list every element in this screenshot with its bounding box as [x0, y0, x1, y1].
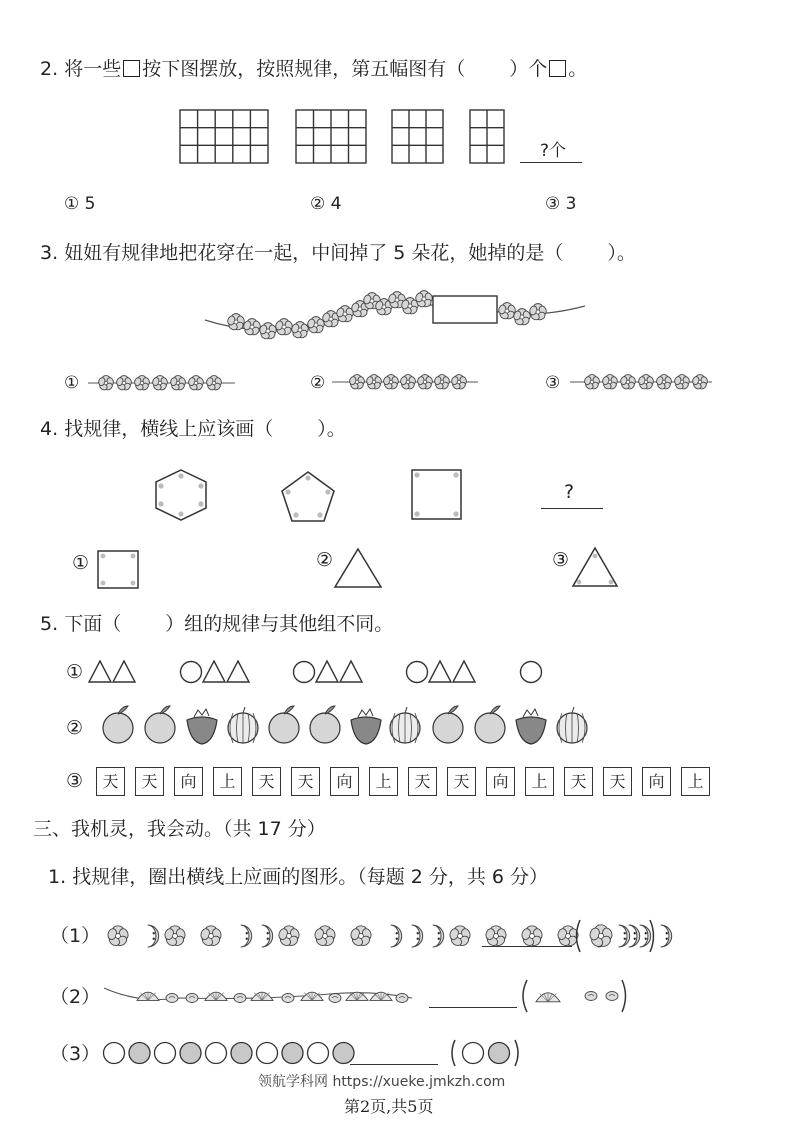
q5-option-2[interactable]: ②: [66, 717, 84, 739]
char-box: 上: [369, 767, 398, 796]
q2-text-c: ）个: [509, 58, 548, 80]
circle-icon: [308, 1043, 329, 1064]
circle-icon: [129, 1043, 150, 1064]
q3-option-2[interactable]: ②: [310, 373, 326, 393]
option-value: 5: [84, 194, 96, 214]
char-box: 上: [525, 767, 554, 796]
circle-icon: [333, 1043, 354, 1064]
char-box: 上: [213, 767, 242, 796]
q2-text-d: 。: [568, 58, 588, 80]
q2-blank-label: ?个: [540, 141, 567, 161]
char-box: 天: [135, 767, 164, 796]
q4-option-1[interactable]: ①: [72, 552, 90, 574]
item-2-label: （2）: [50, 986, 101, 1008]
q3-option-3[interactable]: ③: [545, 373, 561, 393]
q5-option-3[interactable]: ③: [66, 770, 84, 792]
q3-number: 3.: [40, 242, 59, 264]
page-number: 第2页,共5页: [344, 1097, 434, 1116]
section3-q1-number: 1.: [48, 866, 67, 888]
item-3-answer-line: [350, 1064, 438, 1065]
circle-icon: [104, 1043, 125, 1064]
char-box: 上: [681, 767, 710, 796]
section3-title: 三、我机灵，我会动。（共 17 分）: [33, 818, 326, 840]
char-box: 天: [408, 767, 437, 796]
watermark: 领航学科网 https://xueke.jmkzh.com: [258, 1074, 506, 1090]
q4-blank-label: ?: [564, 481, 575, 503]
char-box: 天: [447, 767, 476, 796]
char-box: 天: [603, 767, 632, 796]
circle-icon: [257, 1043, 278, 1064]
option-marker: ③: [545, 194, 561, 214]
q2-text-a: 将一些: [64, 58, 122, 80]
char-box: 天: [252, 767, 281, 796]
char-box: 向: [174, 767, 203, 796]
q3-text: 妞妞有规律地把花穿在一起，中间掉了 5 朵花，她掉的是（: [64, 242, 564, 264]
char-box: 向: [642, 767, 671, 796]
q4-option-2[interactable]: ②: [316, 549, 334, 571]
q5-number: 5.: [40, 613, 59, 635]
item-3-label: （3）: [50, 1043, 101, 1065]
q4-option-3[interactable]: ③: [552, 549, 570, 571]
q3-option-1[interactable]: ①: [64, 373, 80, 393]
q4-text: 找规律，横线上应该画（: [64, 418, 274, 440]
circle-icon: [489, 1043, 510, 1064]
q5-text-a: 下面（: [64, 613, 122, 635]
char-box: 向: [330, 767, 359, 796]
option-marker: ②: [310, 194, 326, 214]
char-box: 向: [486, 767, 515, 796]
char-box: 天: [96, 767, 125, 796]
char-box: 天: [564, 767, 593, 796]
item-1-label: （1）: [50, 925, 101, 947]
circle-icon: [155, 1043, 176, 1064]
q5-option-1[interactable]: ①: [66, 661, 84, 683]
circle-icon: [231, 1043, 252, 1064]
char-box: 天: [291, 767, 320, 796]
option-value: 4: [330, 194, 342, 214]
q4-text-end: ）。: [317, 418, 346, 440]
q3-text-end: ）。: [607, 242, 636, 264]
circle-icon: [180, 1043, 201, 1064]
q2-number: 2.: [40, 58, 59, 80]
circle-icon: [282, 1043, 303, 1064]
option-marker: ①: [64, 194, 80, 214]
circle-icon: [463, 1043, 484, 1064]
q2-text-b: 按下图摆放，按照规律，第五幅图有（: [142, 58, 466, 80]
circle-icon: [206, 1043, 227, 1064]
option-value: 3: [565, 194, 577, 214]
q4-number: 4.: [40, 418, 59, 440]
q5-text-b: ）组的规律与其他组不同。: [165, 613, 394, 635]
section3-q1-text: 找规律，圈出横线上应画的图形。（每题 2 分，共 6 分）: [72, 866, 549, 888]
